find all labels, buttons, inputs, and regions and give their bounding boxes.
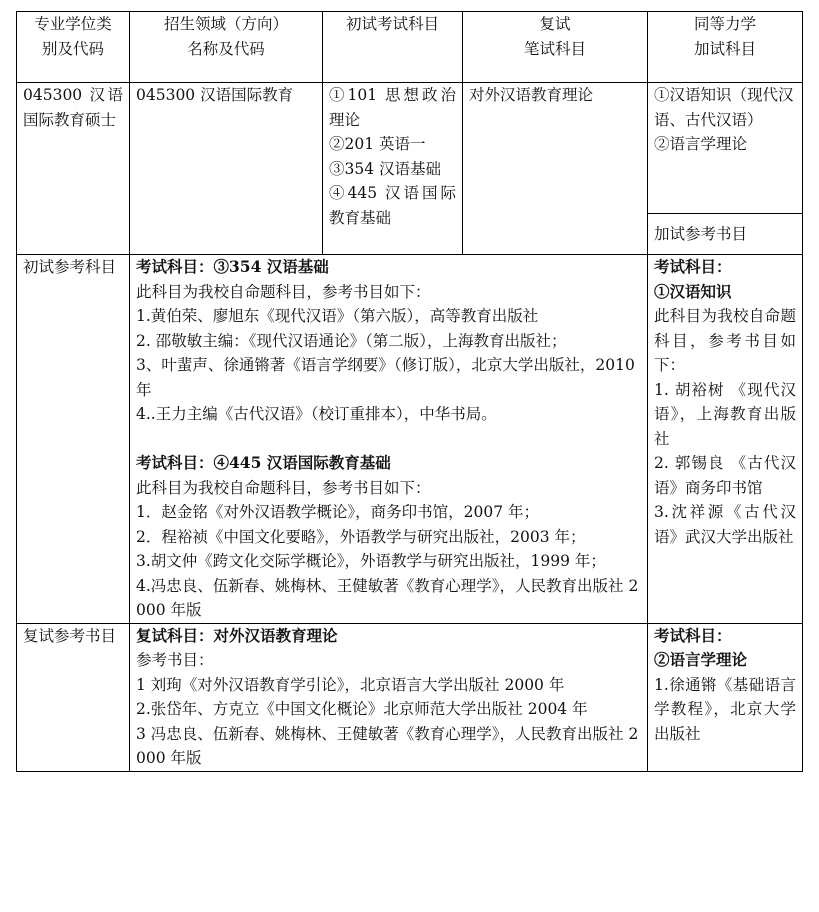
extra-item: 1.徐通锵《基础语言学教程》，北京大学出版社 xyxy=(654,675,796,743)
extra-subjects-cell xyxy=(648,83,803,214)
initial-extra-content xyxy=(648,255,803,624)
initial-ref-label: 初试参考科目 xyxy=(17,255,130,624)
initial-ref-row xyxy=(17,255,803,624)
extra-subject: ①汉语知识（现代汉语、古代汉语） xyxy=(654,86,794,129)
retest-written-cell: 对外汉语教育理论 xyxy=(463,83,648,255)
header-initial-exam: 初试考试科目 xyxy=(323,12,463,83)
reference-item: 2. 邵敬敏主编：《现代汉语通论》（第二版），上海教育出版社； xyxy=(136,331,567,350)
section-title: 考试科目：③354 汉语基础 xyxy=(136,257,329,276)
extra-intro: 此科目为我校自命题科目，参考书目如下： xyxy=(654,307,796,374)
reference-item: 2．程裕祯《中国文化要略》，外语教学与研究出版社，2003 年； xyxy=(136,527,586,546)
reference-item: 1．赵金铭《对外汉语教学概论》，商务印书馆，2007 年； xyxy=(136,503,539,521)
header-degree: 专业学位类 别及代码 xyxy=(17,12,130,83)
extra-title: 考试科目： xyxy=(654,625,732,645)
retest-title: 复试科目：对外汉语教育理论 xyxy=(136,625,338,645)
retest-ref-row xyxy=(17,623,803,771)
header-row xyxy=(17,12,803,83)
retest-ref-label: 复试参考书目 xyxy=(17,623,130,771)
extra-title: 考试科目： xyxy=(654,257,732,276)
degree-code-cell: 045300 汉语国际教育硕士 xyxy=(17,83,130,255)
initial-ref-content xyxy=(130,255,648,624)
reference-item: 1 刘珣《对外汉语教育学引论》，北京语言大学出版社 2000 年 xyxy=(136,675,565,694)
program-row xyxy=(17,83,803,214)
exam-subjects-cell xyxy=(323,83,463,255)
extra-item: 3.沈祥源《古代汉语》武汉大学出版社 xyxy=(654,503,796,546)
exam-subject: ②201 英语一 xyxy=(329,135,426,153)
section-intro: 此科目为我校自命题科目，参考书目如下： xyxy=(136,282,431,301)
header-extra: 同等力学 加试科目 xyxy=(648,12,803,83)
retest-intro: 参考书目： xyxy=(136,651,214,669)
reference-item: 2.张岱年、方克立《中国文化概论》北京师范大学出版社 2004 年 xyxy=(136,700,588,718)
field-cell: 045300 汉语国际教育 xyxy=(130,83,323,255)
section-title: 考试科目：④445 汉语国际教育基础 xyxy=(136,453,391,472)
exam-subject: ③354 汉语基础 xyxy=(329,159,442,178)
spacer xyxy=(136,427,641,452)
extra-subtitle: ②语言学理论 xyxy=(654,650,748,669)
header-retest: 复试 笔试科目 xyxy=(463,12,648,83)
exam-subject: ④445 汉语国际教育基础 xyxy=(329,184,456,227)
retest-extra-content xyxy=(648,623,803,771)
extra-item: 1. 胡裕树 《现代汉语》，上海教育出版社 xyxy=(654,380,796,448)
header-field: 招生领域（方向） 名称及代码 xyxy=(130,12,323,83)
exam-subject: ①101 思想政治理论 xyxy=(329,86,456,129)
reference-item: 4.冯忠良、伍新春、姚梅林、王健敏著《教育心理学》，人民教育出版社 2000 年版 xyxy=(136,576,639,619)
admission-table xyxy=(16,11,803,772)
extra-subject: ②语言学理论 xyxy=(654,135,748,153)
reference-item: 3、叶蜚声、徐通锵著《语言学纲要》（修订版），北京大学出版社，2010 年 xyxy=(136,356,635,399)
extra-item: 2. 郭锡良 《古代汉语》商务印书馆 xyxy=(654,454,796,497)
section-intro: 此科目为我校自命题科目，参考书目如下： xyxy=(136,478,431,497)
retest-ref-content xyxy=(130,623,648,771)
reference-item: 3 冯忠良、伍新春、姚梅林、王健敏著《教育心理学》，人民教育出版社 2000 年版 xyxy=(136,724,639,767)
reference-item: 4..王力主编《古代汉语》（校订重排本），中华书局。 xyxy=(136,405,497,423)
reference-item: 1.黄伯荣、廖旭东《现代汉语》（第六版），高等教育出版社 xyxy=(136,307,539,325)
extra-ref-label: 加试参考书目 xyxy=(648,214,803,255)
reference-item: 3.胡文仲《跨文化交际学概论》，外语教学与研究出版社，1999 年； xyxy=(136,552,606,570)
extra-subtitle: ①汉语知识 xyxy=(654,281,732,301)
